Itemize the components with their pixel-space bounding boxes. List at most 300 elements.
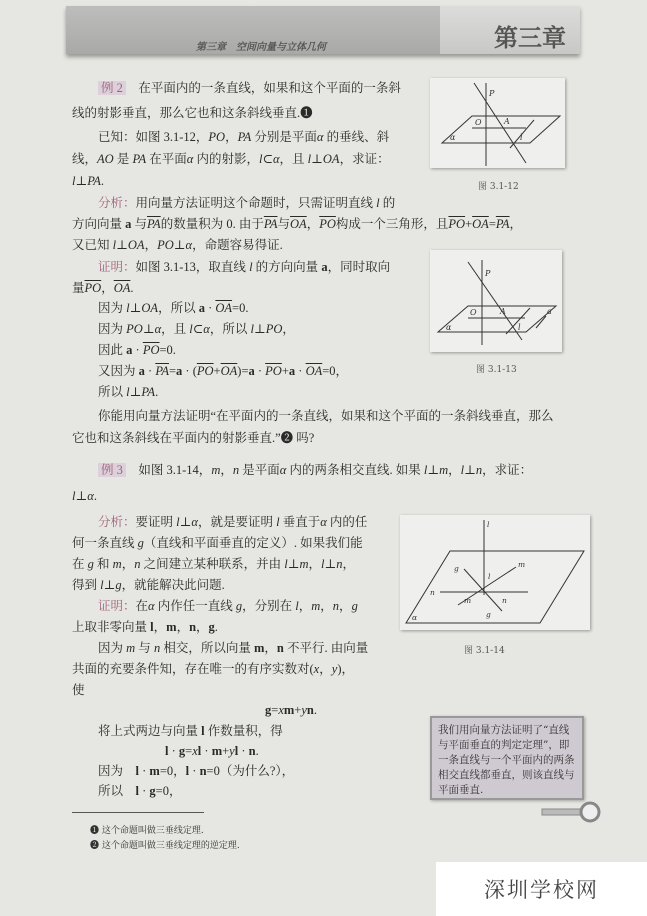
vector-symbol: $\overline{OA}$ <box>305 364 323 378</box>
math-symbol: n <box>153 641 161 655</box>
math-symbol: l <box>126 301 130 315</box>
fig2-label-o: O <box>470 308 477 317</box>
math-symbol: g <box>87 557 94 571</box>
text-run: ⊥ <box>103 578 116 592</box>
figure-3-1-12-drawing <box>430 78 565 168</box>
text-run: ⊂ <box>192 322 204 336</box>
text-line <box>98 363 348 379</box>
text-line <box>98 259 390 275</box>
math-symbol: l <box>176 515 180 529</box>
text-line <box>72 151 390 167</box>
text-run: + <box>294 703 302 717</box>
text-line <box>98 763 294 779</box>
text-line <box>98 80 401 96</box>
fig2-label-a: A <box>500 307 506 316</box>
vector-symbol: $\overline{PA}$ <box>147 217 161 231</box>
math-symbol: m <box>211 463 221 477</box>
figure-3-1-13 <box>430 250 562 352</box>
text-run: . <box>313 703 317 717</box>
fig3-label-l-line: l <box>487 520 490 529</box>
text-run: 使 <box>72 683 85 697</box>
bold-vector: m <box>283 703 295 717</box>
vector-symbol: $\overline{PO}$ <box>319 217 336 231</box>
section-label: 证明： <box>98 260 136 274</box>
bold-vector: a <box>321 260 328 274</box>
fig2-label-l: l <box>518 323 521 332</box>
text-line <box>98 598 358 614</box>
text-run: 是平面 <box>239 463 280 477</box>
figure-caption: 图 3.1-13 <box>476 365 517 375</box>
bold-vector: n <box>189 620 197 634</box>
text-run: 如图 3.1-13，取直线 <box>135 260 250 274</box>
vector-symbol: $\overline{PA}$ <box>495 217 510 231</box>
text-run: 共面的充要条件知，存在唯一的有序实数对( <box>72 662 314 676</box>
text-line <box>98 321 295 337</box>
text-run: ， <box>121 557 135 571</box>
example-tag: 例 3 <box>98 463 126 477</box>
chapter-header-band <box>66 6 580 54</box>
text-run: ，所以 <box>209 322 251 336</box>
text-run: 的 <box>379 196 396 210</box>
math-symbol: g <box>137 536 144 550</box>
text-line <box>98 783 181 799</box>
text-run: . <box>130 281 134 295</box>
key-icon <box>540 801 602 825</box>
text-line <box>98 408 554 424</box>
math-symbol: l <box>250 322 254 336</box>
text-run: · <box>132 343 143 357</box>
text-run: ，且 <box>279 152 308 166</box>
text-line <box>72 577 225 593</box>
bold-vector: l <box>135 784 139 798</box>
text-run: 与 <box>277 217 291 231</box>
fig3-label-n-line: n <box>430 588 435 597</box>
math-symbol: l <box>307 152 312 166</box>
text-run: ⊥ <box>253 322 266 336</box>
text-run: . <box>93 489 97 503</box>
text-run: · <box>168 744 179 758</box>
math-symbol: OA <box>127 238 145 252</box>
vector-symbol: $\overline{PO}$ <box>196 364 214 378</box>
text-run: 你能用向量方法证明“在平面内的一条直线，如果和这个平面的一条斜线垂直，那么 <box>98 409 554 423</box>
text-run: 得到 <box>72 578 101 592</box>
text-run: ， <box>308 557 322 571</box>
text-line <box>72 661 354 677</box>
text-run: ⊥ <box>311 152 323 166</box>
math-symbol: PO <box>208 130 226 144</box>
text-line <box>72 682 85 698</box>
text-run: ， <box>319 662 332 676</box>
text-run: 它也和这条斜线在平面内的射影垂直.”❷ 吗? <box>72 431 315 445</box>
text-run: · <box>204 301 216 315</box>
text-run: 线， <box>72 152 98 166</box>
bold-vector: m <box>211 744 223 758</box>
fig1-label-l: l <box>520 133 523 142</box>
text-run: 因为 <box>98 322 127 336</box>
vector-symbol: $\overline{OA}$ <box>290 217 307 231</box>
text-run: 在 <box>72 557 88 571</box>
text-run: =0， <box>155 784 182 798</box>
bold-vector: l <box>185 764 190 778</box>
math-symbol: m <box>299 557 309 571</box>
text-line <box>72 556 355 572</box>
footnote-2: ❷ 这个命题叫做三垂线定理的逆定理. <box>90 841 240 851</box>
bold-vector: g <box>149 784 156 798</box>
text-run: = <box>271 703 279 717</box>
text-run: =0（为什么?）， <box>206 764 295 778</box>
text-run: · <box>144 364 156 378</box>
fig2-label-p: P <box>485 269 491 278</box>
text-run: 内的射影， <box>193 152 259 166</box>
math-symbol: l <box>100 578 104 592</box>
bold-vector: a <box>198 301 205 315</box>
text-run: ， <box>225 130 238 144</box>
math-symbol: m <box>126 641 136 655</box>
text-run: ，同时取向 <box>327 260 391 274</box>
text-line <box>265 702 317 718</box>
bold-vector: m <box>253 641 265 655</box>
text-run: = <box>488 217 496 231</box>
text-run: 因为 <box>98 764 136 778</box>
text-run: ， <box>220 463 233 477</box>
vector-symbol: $\overline{OA}$ <box>472 217 489 231</box>
footnote-divider <box>72 812 204 813</box>
text-run: =0. <box>159 343 176 357</box>
fig3-label-l-vec: l <box>488 572 491 581</box>
math-symbol: y <box>331 662 338 676</box>
math-symbol: l <box>321 557 325 571</box>
math-symbol: α <box>87 489 94 503</box>
text-run: + <box>213 364 221 378</box>
text-run: 又因为 <box>98 364 139 378</box>
fig3-label-n-vec: n <box>502 596 507 605</box>
text-run: · <box>189 764 200 778</box>
text-run: ， <box>144 238 158 252</box>
math-symbol: α <box>316 130 324 144</box>
text-run: 何一条直线 <box>72 536 138 550</box>
figure-3-1-13-drawing <box>430 250 562 352</box>
math-symbol: l <box>72 174 76 188</box>
vector-symbol: $\overline{PO}$ <box>448 217 466 231</box>
text-run: 所以 <box>98 385 127 399</box>
text-run: =0. <box>232 301 249 315</box>
chapter-subtitle: 第三章 空间向量与立体几何 <box>196 42 326 53</box>
vector-symbol: $\overline{PO}$ <box>142 343 160 357</box>
fig2-label-alpha: α <box>446 323 452 332</box>
math-symbol: m <box>439 463 449 477</box>
text-run: 量 <box>72 281 85 295</box>
text-run: 作数量积，得 <box>204 724 283 738</box>
fig3-label-g-line: g <box>454 564 459 573</box>
text-run: ⊥ <box>173 238 186 252</box>
side-note <box>430 716 584 800</box>
text-line <box>98 342 176 358</box>
bold-vector: a <box>125 217 132 231</box>
text-line <box>98 384 158 400</box>
bold-vector: a <box>138 364 145 378</box>
text-run: ⊥ <box>287 557 300 571</box>
math-symbol: x <box>313 662 320 676</box>
bold-vector: n <box>306 703 314 717</box>
text-line <box>98 514 367 530</box>
figure-3-1-14-drawing <box>400 515 590 630</box>
text-run: 在 <box>135 599 149 613</box>
math-symbol: α <box>279 463 287 477</box>
math-symbol: l <box>72 489 76 503</box>
math-symbol: l <box>258 152 263 166</box>
text-run: . <box>100 174 105 188</box>
math-symbol: PA <box>141 385 156 399</box>
fig1-label-o: O <box>475 118 482 127</box>
math-symbol: l <box>295 599 299 613</box>
text-line <box>72 173 104 189</box>
math-symbol: n <box>134 557 141 571</box>
vector-symbol: $\overline{PO}$ <box>84 281 102 295</box>
text-run: 在平面 <box>146 152 187 166</box>
math-symbol: l <box>126 385 130 399</box>
math-symbol: n <box>332 599 340 613</box>
bold-vector: l <box>135 764 139 778</box>
bold-vector: g <box>178 744 186 758</box>
math-symbol: y <box>229 744 235 758</box>
text-run: 内作任一直线 <box>154 599 236 613</box>
text-run: ， <box>342 557 356 571</box>
text-run: )= <box>237 364 249 378</box>
figure-caption: 图 3.1-12 <box>478 182 519 192</box>
math-symbol: α <box>185 238 193 252</box>
fig1-label-alpha: α <box>450 133 456 142</box>
text-run: ，所以 <box>158 301 199 315</box>
text-line <box>72 535 363 551</box>
math-symbol: l <box>423 463 428 477</box>
text-run: ， <box>153 620 167 634</box>
bold-vector: l <box>197 744 202 758</box>
text-run: ， <box>264 641 277 655</box>
text-run: ⊥ <box>142 322 155 336</box>
text-run: 用向量方法证明这个命题时，只需证明直线 <box>135 196 377 210</box>
math-symbol: l <box>112 238 117 252</box>
text-run: 和 <box>93 557 113 571</box>
text-run: + <box>465 217 473 231</box>
text-run: 的垂线、斜 <box>323 130 390 144</box>
bold-vector: a <box>126 343 133 357</box>
text-line <box>72 216 522 232</box>
text-line <box>98 129 389 145</box>
text-line <box>72 237 283 253</box>
text-run: ，就能解决此问题. <box>121 578 225 592</box>
text-run: ⊥ <box>129 301 142 315</box>
text-line <box>72 280 134 296</box>
bold-vector: n <box>248 744 256 758</box>
math-symbol: α <box>203 322 210 336</box>
math-symbol: n <box>475 463 483 477</box>
math-symbol: l <box>276 515 280 529</box>
bold-vector: l <box>150 620 154 634</box>
math-symbol: PA <box>237 130 252 144</box>
text-run: 分别是平面 <box>251 130 317 144</box>
text-run: ⊥ <box>324 557 337 571</box>
text-run: . <box>155 385 159 399</box>
text-run: ， <box>339 599 352 613</box>
text-run: ⊥ <box>75 489 88 503</box>
text-run: 因为 <box>98 641 127 655</box>
math-symbol: α <box>320 515 327 529</box>
text-run: =0， <box>159 764 186 778</box>
text-line <box>98 195 395 211</box>
bold-vector: m <box>149 764 160 778</box>
math-symbol: α <box>272 152 280 166</box>
math-symbol: PA <box>87 174 101 188</box>
fig1-label-p: P <box>489 89 495 98</box>
text-line <box>98 300 248 316</box>
text-run: ⊥ <box>427 463 440 477</box>
text-run: ，命题容易得证. <box>192 238 283 252</box>
math-symbol: PO <box>265 322 283 336</box>
text-run: ， <box>282 322 295 336</box>
text-run: ， <box>176 620 190 634</box>
math-symbol: PO <box>157 238 174 252</box>
text-run: ， <box>509 217 523 231</box>
text-run: ， <box>448 463 461 477</box>
text-run: ，求证： <box>482 463 533 477</box>
math-symbol: x <box>192 744 198 758</box>
math-symbol: α <box>186 152 194 166</box>
bold-vector: a <box>248 364 255 378</box>
text-run: · <box>139 784 150 798</box>
text-run: ⊥ <box>116 238 128 252</box>
figure-caption: 图 3.1-14 <box>464 646 505 656</box>
section-label: 证明： <box>98 599 136 613</box>
text-run: （直线和平面垂直的定义）. 如果我们能 <box>143 536 363 550</box>
text-line <box>98 640 368 656</box>
text-line <box>72 105 313 121</box>
math-symbol: m <box>112 557 122 571</box>
math-symbol: y <box>301 703 307 717</box>
vector-symbol: $\overline{PA}$ <box>263 217 278 231</box>
text-run: ⊥ <box>129 385 142 399</box>
math-symbol: PA <box>132 152 147 166</box>
math-symbol: m <box>311 599 321 613</box>
text-run: 所以 <box>98 784 136 798</box>
fig1-label-a: A <box>504 117 510 126</box>
text-run: 与 <box>135 641 154 655</box>
text-run: = <box>168 364 177 378</box>
text-line <box>98 723 283 739</box>
bold-vector: n <box>199 764 207 778</box>
text-run: 的数量积为 0. 由于 <box>160 217 264 231</box>
text-run: 相交，所以向量 <box>160 641 254 655</box>
text-run: · <box>238 744 249 758</box>
text-run: ，分别在 <box>242 599 296 613</box>
bold-vector: l <box>165 744 169 758</box>
text-run: 线的射影垂直，那么它也和这条斜线垂直.❶ <box>72 106 313 120</box>
math-symbol: g <box>235 599 243 613</box>
math-symbol: PO <box>126 322 143 336</box>
vector-symbol: $\overline{PA}$ <box>155 364 169 378</box>
text-run: ， <box>306 217 320 231</box>
text-line <box>72 488 97 504</box>
math-symbol: n <box>336 557 343 571</box>
text-run: 因为 <box>98 301 127 315</box>
bold-vector: a <box>176 364 183 378</box>
text-run: . <box>214 620 218 634</box>
math-symbol: α <box>154 322 162 336</box>
text-run: ⊂ <box>262 152 273 166</box>
text-run: 内的任 <box>326 515 368 529</box>
figure-3-1-14 <box>400 515 590 630</box>
text-run: ， <box>196 620 209 634</box>
text-run: · ( <box>182 364 197 378</box>
math-symbol: l <box>376 196 380 210</box>
bold-vector: a <box>288 364 296 378</box>
text-run: ， <box>101 281 114 295</box>
math-symbol: l <box>460 463 465 477</box>
text-run: 的方向向量 <box>252 260 322 274</box>
text-run: 将上式两边与向量 <box>98 724 202 738</box>
text-run: = <box>185 744 193 758</box>
fig3-label-m-line: m <box>518 560 526 569</box>
text-run: · <box>295 364 306 378</box>
text-line <box>72 430 314 446</box>
text-run: 在平面内的一条直线，如果和这个平面的一条斜 <box>125 81 401 95</box>
fig3-label-alpha: α <box>412 613 418 622</box>
bold-vector: g <box>265 703 272 717</box>
text-run: 要证明 <box>135 515 177 529</box>
text-run: 内的两条相交直线. 如果 <box>286 463 424 477</box>
text-run: ⊥ <box>75 174 88 188</box>
text-run: + <box>222 744 230 758</box>
text-run: · <box>254 364 266 378</box>
text-line <box>72 619 218 635</box>
text-run: 已知：如图 3.1-12， <box>98 130 209 144</box>
text-run: 上取非零向量 <box>72 620 151 634</box>
math-symbol: l <box>284 557 288 571</box>
text-line <box>165 743 259 759</box>
section-label: 分析： <box>98 196 136 210</box>
text-run: 因此 <box>98 343 127 357</box>
text-run: 如图 3.1-14， <box>125 463 212 477</box>
bold-vector: g <box>208 620 215 634</box>
bold-vector: m <box>166 620 177 634</box>
math-symbol: OA <box>141 301 159 315</box>
figure-3-1-12 <box>430 78 565 168</box>
example-tag: 例 2 <box>98 81 126 95</box>
math-symbol: AO <box>97 152 114 166</box>
math-symbol: l <box>189 322 193 336</box>
text-run: . <box>255 744 259 758</box>
math-symbol: x <box>278 703 284 717</box>
vector-symbol: $\overline{OA}$ <box>220 364 238 378</box>
vector-symbol: $\overline{OA}$ <box>113 281 131 295</box>
vector-symbol: $\overline{OA}$ <box>215 301 233 315</box>
text-run: 不平行. 由向量 <box>283 641 369 655</box>
text-run: 构成一个三角形，且 <box>335 217 449 231</box>
text-run: ，求证： <box>339 152 390 166</box>
math-symbol: g <box>351 599 358 613</box>
text-run: ⊥ <box>464 463 476 477</box>
text-run: )， <box>337 662 354 676</box>
bold-vector: l <box>201 724 205 738</box>
text-run: + <box>281 364 289 378</box>
math-symbol: n <box>232 463 240 477</box>
vector-symbol: $\overline{PO}$ <box>265 364 282 378</box>
chapter-title: 第三章 <box>494 24 566 52</box>
text-run: ，且 <box>161 322 190 336</box>
math-symbol: g <box>115 578 122 592</box>
text-run: 之间建立某种联系，并由 <box>140 557 285 571</box>
fig2-label-a-vec: a <box>547 307 552 316</box>
text-run: · <box>139 764 150 778</box>
